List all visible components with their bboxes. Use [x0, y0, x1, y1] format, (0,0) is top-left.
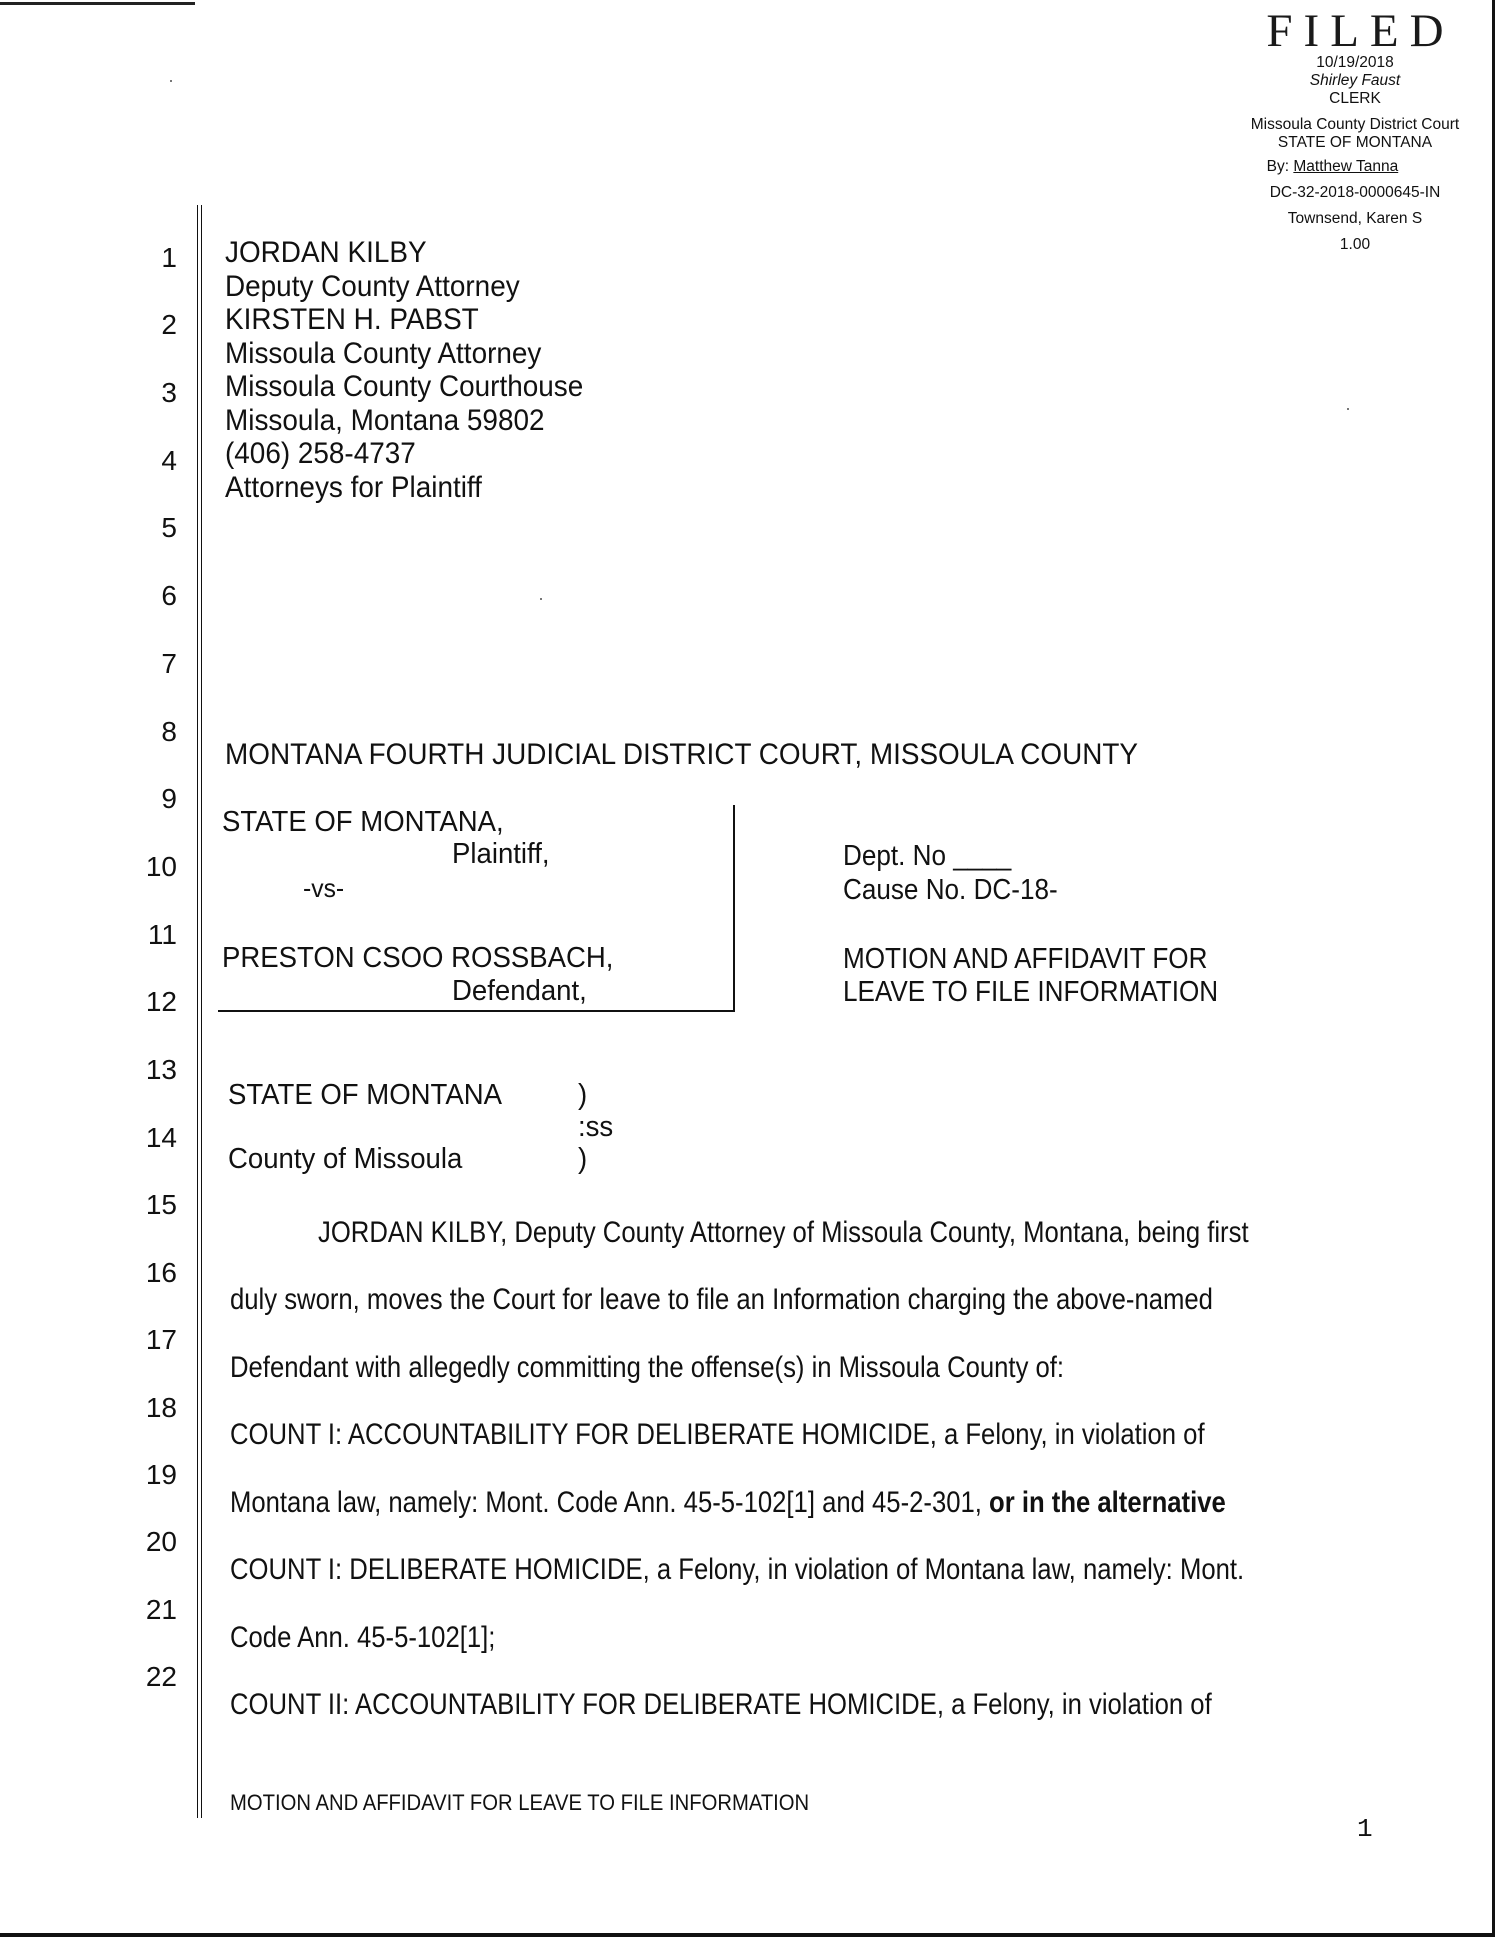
court-title: MONTANA FOURTH JUDICIAL DISTRICT COURT, MISSOULA COUNTY [225, 738, 1139, 771]
line-number: 4 [161, 445, 177, 476]
line-number: 6 [161, 580, 177, 611]
county-attorney-title: Missoula County Attorney [225, 336, 542, 370]
count-line [230, 1486, 1226, 1520]
line-number: 17 [145, 1324, 177, 1355]
pleading-rule-left [197, 205, 198, 1818]
count-line: COUNT I: ACCOUNTABILITY FOR DELIBERATE HOMICIDE, a Felony, in violation of [230, 1418, 1205, 1451]
line-number: 14 [145, 1122, 177, 1153]
venue-ss: :ss [578, 1111, 614, 1143]
line-number: 13 [145, 1054, 177, 1085]
stamp-clerk-name: Shirley Faust [1309, 72, 1401, 89]
defendant-role: Defendant, [452, 975, 587, 1007]
document-title-line-2: LEAVE TO FILE INFORMATION [843, 976, 1219, 1008]
stamp-by-name: Matthew Tanna [1293, 158, 1399, 175]
plaintiff-name: STATE OF MONTANA, [222, 806, 504, 838]
stamp-state: STATE OF MONTANA [1277, 134, 1433, 151]
stamp-judge: Townsend, Karen S [1287, 210, 1423, 227]
address-line-1: Missoula County Courthouse [225, 370, 584, 403]
page-border-right [1492, 0, 1495, 1937]
attorney-block [225, 236, 583, 504]
address-line-2: Missoula, Montana 59802 [225, 403, 545, 437]
caption-divider-horizontal [218, 1010, 735, 1012]
plaintiff-role: Plaintiff, [452, 838, 550, 870]
stamp-fee: 1.00 [1339, 236, 1371, 253]
stamp-clerk-title: CLERK [1329, 90, 1381, 107]
body-line: Defendant with allegedly committing the offense(s) in Missoula County of: [230, 1351, 1065, 1384]
count-line: Code Ann. 45-5-102[1]; [230, 1621, 496, 1654]
versus: -vs- [303, 873, 345, 903]
line-number: 19 [145, 1459, 177, 1490]
line-number: 10 [145, 851, 177, 882]
scan-speck [170, 80, 172, 82]
body-line: JORDAN KILBY, Deputy County Attorney of Missoula County, Montana, being first [318, 1216, 1249, 1249]
line-number: 2 [161, 309, 177, 340]
line-number: 12 [145, 986, 177, 1017]
stamp-case-number: DC-32-2018-0000645-IN [1269, 184, 1441, 201]
line-number: 1 [161, 242, 177, 273]
stamp-by-label: By: [1266, 158, 1290, 175]
line-number: 11 [147, 919, 177, 950]
count-statute: Montana law, namely: Mont. Code Ann. 45-5-102[1] and 45-2-301, [230, 1486, 990, 1519]
stamp-court: Missoula County District Court [1250, 116, 1460, 133]
stamp-by-row [1235, 158, 1475, 176]
attorney-title: Deputy County Attorney [225, 269, 520, 303]
dept-number: Dept. No ____ [843, 840, 1012, 872]
line-number: 8 [161, 716, 177, 747]
line-number: 20 [145, 1526, 177, 1557]
scan-speck [540, 598, 542, 600]
count-line: COUNT II: ACCOUNTABILITY FOR DELIBERATE HOMICIDE, a Felony, in violation of [230, 1688, 1212, 1721]
line-number: 3 [161, 377, 177, 408]
line-number: 15 [145, 1189, 177, 1220]
phone-number: (406) 258-4737 [225, 437, 416, 470]
venue-state: STATE OF MONTANA [228, 1079, 502, 1111]
venue-paren-close: ) [578, 1143, 588, 1175]
venue-paren-open: ) [578, 1079, 588, 1111]
line-number: 16 [145, 1257, 177, 1288]
line-number: 7 [161, 648, 177, 679]
representation-line: Attorneys for Plaintiff [225, 470, 482, 504]
line-number: 22 [145, 1661, 177, 1692]
count-line: COUNT I: DELIBERATE HOMICIDE, a Felony, in violation of Montana law, namely: Mont. [230, 1553, 1245, 1586]
document-title-line-1: MOTION AND AFFIDAVIT FOR [843, 943, 1208, 975]
body-line: duly sworn, moves the Court for leave to file an Information charging the above-named [230, 1283, 1213, 1316]
stamp-date: 10/19/2018 [1316, 54, 1394, 71]
pleading-rule-right [201, 205, 202, 1818]
caption-divider-vertical [733, 805, 735, 1012]
stamp-title: FILED [1266, 5, 1455, 57]
page-border-bottom [0, 1933, 1495, 1937]
scan-speck [1347, 408, 1349, 410]
line-number: 5 [161, 512, 177, 543]
attorney-name: JORDAN KILBY [225, 236, 427, 269]
page-number: 1 [1357, 1814, 1373, 1844]
venue-county: County of Missoula [228, 1143, 463, 1175]
footer-title: MOTION AND AFFIDAVIT FOR LEAVE TO FILE INFORMATION [230, 1790, 810, 1815]
line-number: 9 [161, 783, 177, 814]
scan-artifact [0, 2, 195, 5]
line-number: 21 [145, 1594, 177, 1625]
filed-stamp [1235, 5, 1475, 254]
cause-number: Cause No. DC-18- [843, 874, 1058, 906]
defendant-name: PRESTON CSOO ROSSBACH, [222, 942, 614, 974]
alternative-emphasis: or in the alternative [989, 1486, 1226, 1519]
county-attorney-name: KIRSTEN H. PABST [225, 303, 479, 336]
line-number: 18 [145, 1392, 177, 1423]
